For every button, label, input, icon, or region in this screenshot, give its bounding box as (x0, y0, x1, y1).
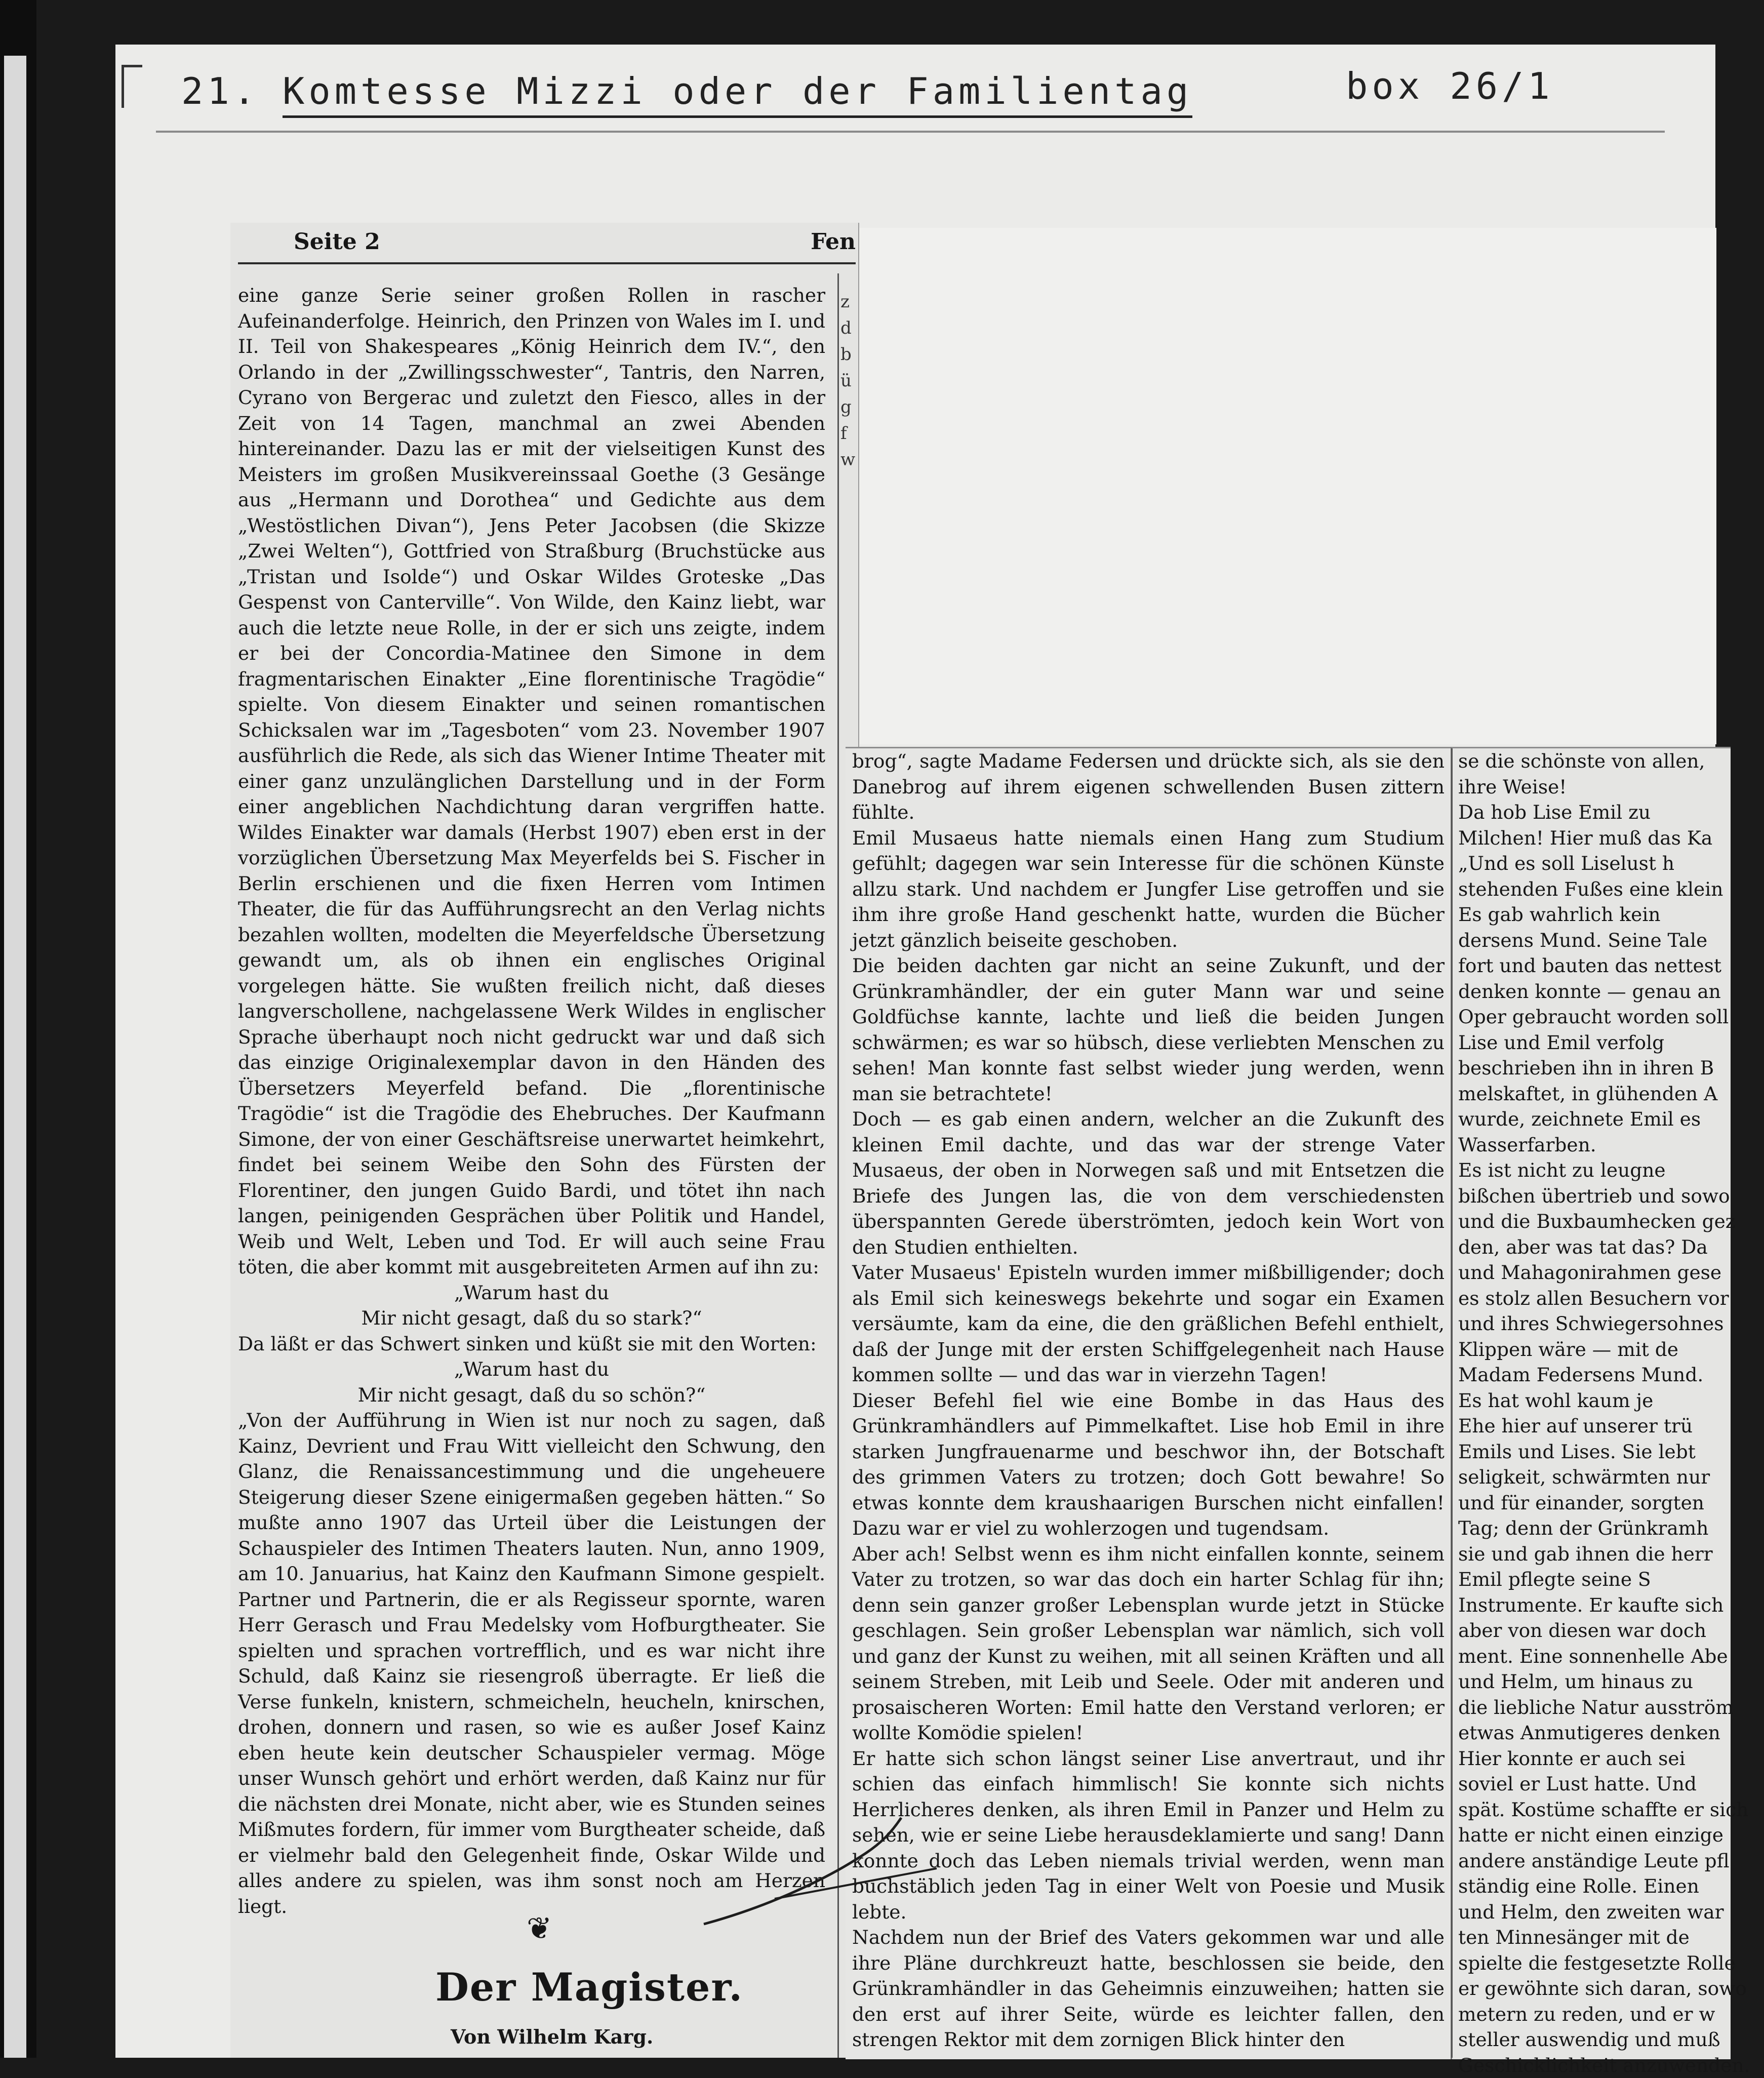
text-line: spät. Kostüme schaffte er sich (1458, 1797, 1721, 1823)
text-line: und die Buxbaumhecken gez (1458, 1209, 1721, 1234)
paragraph: Aber ach! Selbst wenn es ihm nicht einfallen konnte, seinem Vater zu trotzen, so war das doch ein harter Schlag für ihn; denn sein ganzer großer Lebensplan wurde jetzt in Stücke geschlagen. Sein großer Lebensplan war nämlich, sich voll und ganz der Kunst zu weihen, mit all seinen Kräften und all seinem Streben, mit Leib und Seele. Oder mit anderen und prosaischeren Worten: Emil hatte den Verstand verloren; er wollte Komödie spielen! (852, 1541, 1445, 1746)
text-line: spielte die festgesetzte Rolle (1458, 1950, 1721, 1976)
text-line: Milchen! Hier muß das Ka (1458, 825, 1721, 851)
verse-line: Mir nicht gesagt, daß du so stark?“ (238, 1305, 825, 1331)
paragraph: eine ganze Serie seiner großen Rollen in rascher Aufeinanderfolge. Heinrich, den Prinzen von Wales im I. und II. Teil von Shakespeares „König Heinrich dem IV.“, den Orlando in der „Zwillingsschwester“, Tantris, den Narren, Cyrano von Bergerac und zuletzt den Fiesco, alles in der Zeit von 14 Tagen, manchmal an zwei Abenden hintereinander. Dazu las er mit der vielseitigen Kunst des Meisters im großen Musikvereinssaal Goethe (3 Gesänge aus „Hermann und Dorothea“ und Gedichte aus dem „Westöstlichen Divan“), Jens Peter Jacobsen (die Skizze „Zwei Welten“), Gottfried von Straßburg (Bruchstücke aus „Tristan und Isolde“) und Oskar Wildes Groteske „Das Gespenst von Canterville“. Von Wilde, den Kainz liebt, war auch die letzte neue Rolle, in der er sich uns zeigte, indem er bei der Concordia-Matinee den Simone in dem fragmentarischen Einakter „Eine florentinische Tragödie“ spielte. Von diesem Einakter und seinen romantischen Schicksalen war im „Tagesboten“ vom 23. November 1907 ausführlich die Rede, als sich das Wiener Intime Theater mit einer ganz unzulänglichen Darstellung und in der Form einer angeblichen Nachdichtung daran vergriffen hatte. Wildes Einakter war damals (Herbst 1907) eben erst in der vorzüglichen Übersetzung Max Meyerfelds bei S. Fischer in Berlin erschienen und die fixen Herren vom Intimen Theater, die für das Aufführungsrecht an den Verlag nichts bezahlen wollten, modelten die Meyerfeldsche Übersetzung gewandt um, als ob ihnen ein englisches Original vorgelegen hätte. Sie wußten freilich nicht, daß dieses langverschollene, nachgelassene Werk Wildes in englischer Sprache überhaupt noch nicht gedruckt war und daß sich das einzige Originalexemplar davon in den Händen des Übersetzers Meyerfeld befand. Die „florentinische Tragödie“ ist die Tragödie des Ehebruches. Der Kaufmann Simone, der von einer Geschäftsreise unerwartet heimkehrt, findet bei seinem Weibe den Sohn des Fürsten der Florentiner, den jungen Guido Bardi, und tötet ihn nach langen, peinigenden Gesprächen über Politik und Handel, Weib und Welt, Leben und Tod. Er will auch seine Frau töten, die aber kommt mit ausgebreiteten Armen auf ihn zu: (238, 283, 825, 1280)
sliver-letter: b (840, 341, 854, 368)
article-title: Der Magister. (435, 1965, 743, 2010)
verse-line: Mir nicht gesagt, daß du so schön?“ (238, 1382, 825, 1408)
text-line: ment. Eine sonnenhelle Abe (1458, 1644, 1721, 1669)
sliver-letter: ü (840, 368, 854, 394)
column-divider (1451, 748, 1453, 2058)
text-line: und ihres Schwiegersohnes (1458, 1311, 1721, 1337)
text-line: se die schönste von allen, (1458, 748, 1721, 774)
item-title: Komtesse Mizzi oder der Familientag (283, 70, 1192, 118)
text-line: andere anständige Leute pfl (1458, 1848, 1721, 1874)
text-line: metern zu reden, und er w (1458, 2002, 1721, 2027)
paragraph: Nachdem nun der Brief des Vaters gekommen war und alle ihre Pläne durchkreuzt hatte, beschlossen sie beide, den Grünkramhändler in das Geheimnis einzuweihen; hatten sie den erst auf ihrer Seite, würde es leichter fallen, den strengen Rektor mit dem zornigen Blick hinter den (852, 1925, 1445, 2053)
paragraph: brog“, sagte Madame Federsen und drückte sich, als sie den Danebrog auf ihrem eigenen schwellenden Busen zittern fühlte. (852, 748, 1445, 825)
paragraph: Er hatte sich schon längst seiner Lise anvertraut, und ihr schien das einfach himmlisch! Sie konnte sich nichts Herrlicheres denken, als ihren Emil in Panzer und Helm zu sehen, wie er seine Liebe herausdeklamierte und sang! Dann konnte doch das Leben niemals trivial werden, wenn man buchstäblich jeden Tag in einer Welt von Poesie und Musik lebte. (852, 1746, 1445, 1925)
text-line: ten Minnesänger mit de (1458, 1925, 1721, 1950)
verse-line: „Warum hast du (238, 1356, 825, 1382)
paragraph: Dieser Befehl fiel wie eine Bombe in das Haus des Grünkramhändlers auf Pimmelkaftet. Lise hob Emil in ihre starken Jungfrauenarme und beschwor ihn, der Botschaft des grimmen Vaters zu trotzen; doch Gott bewahre! So etwas konnte dem kraushaarigen Burschen nicht einfallen! Dazu war er viel zu wohlerzogen und tugendsam. (852, 1388, 1445, 1541)
text-line: Lise und Emil verfolg (1458, 1030, 1721, 1056)
paragraph: Vater Musaeus' Episteln wurden immer mißbilligender; doch als Emil sich keineswegs bekehrte und sogar ein Examen versäumte, kam da eine, die den gräßlichen Befehl enthielt, daß der Junge mit der ersten Schiffgelegenheit nach Hause kommen sollte — und das war in vierzehn Tagen! (852, 1260, 1445, 1388)
text-line: hatte er nicht einen einzige (1458, 1822, 1721, 1848)
text-line: Tag; denn der Grünkramh (1458, 1515, 1721, 1541)
paragraph: Emil Musaeus hatte niemals einen Hang zum Studium gefühlt; dagegen war sein Interesse für die schönen Künste allzu stark. Und nachdem er Jungfer Lise getroffen und sie ihm ihre große Hand geschenkt hatte, wurden die Bücher jetzt gänzlich beiseite geschoben. (852, 825, 1445, 953)
paragraph: Die beiden dachten gar nicht an seine Zukunft, und der Grünkramhändler, der ein guter Mann war und seine Goldfüchse kannte, lachte und ließ die beiden Jungen schwärmen; es war so hübsch, diese verliebten Menschen zu sehen! Man konnte fast selbst wieder jung werden, wenn man sie betrachtete! (852, 953, 1445, 1106)
text-line: denken konnte — genau an (1458, 979, 1721, 1005)
verse-line: „Warum hast du (238, 1280, 825, 1306)
text-line: etwas Anmutigeres denken (1458, 1720, 1721, 1746)
sliver-letter: z (840, 289, 854, 315)
card-header (181, 65, 1650, 126)
text-line: steller auswendig und muß (1458, 2027, 1721, 2053)
page-header-rule (238, 262, 856, 264)
text-line: melskaftet, in glühenden A (1458, 1081, 1721, 1107)
text-line: Instrumente. Er kaufte sich (1458, 1592, 1721, 1618)
column-divider (837, 273, 839, 2058)
text-line: sie und gab ihnen die herr (1458, 1541, 1721, 1567)
text-line: Geschicklichkeit anzuwenden. (1458, 2053, 1721, 2078)
text-line: dersens Mund. Seine Tale (1458, 928, 1721, 953)
text-line: Emil pflegte seine S (1458, 1567, 1721, 1592)
header-rule (156, 131, 1665, 133)
text-line: ständig eine Rolle. Einen (1458, 1873, 1721, 1899)
article-byline: Von Wilhelm Karg. (451, 2025, 653, 2048)
text-line: Klippen wäre — mit de (1458, 1337, 1721, 1363)
paragraph: Da läßt er das Schwert sinken und küßt sie mit den Worten: (238, 1331, 825, 1357)
text-line: „Und es soll Liselust h (1458, 851, 1721, 876)
clipping-page-header (238, 223, 856, 268)
text-line: es stolz allen Besuchern vor (1458, 1286, 1721, 1311)
text-line: wurde, zeichnete Emil es (1458, 1106, 1721, 1132)
sliver-letter: w (840, 447, 854, 473)
fleuron-ornament: ❦ (527, 1911, 552, 1946)
text-line: er gewöhnte sich daran, sowo (1458, 1976, 1721, 2002)
text-line: bißchen übertrieb und sowo (1458, 1183, 1721, 1209)
text-line: fort und bauten das nettest (1458, 953, 1721, 979)
box-label: box 26/1 (1346, 65, 1554, 107)
text-line: Da hob Lise Emil zu (1458, 800, 1721, 825)
sliver-letter: g (840, 394, 854, 420)
sliver-letter: d (840, 315, 854, 341)
text-line: Wasserfarben. (1458, 1132, 1721, 1158)
text-line: Es ist nicht zu leugne (1458, 1157, 1721, 1183)
text-line: stehenden Fußes eine klein (1458, 876, 1721, 902)
text-line: beschrieben ihn in ihren B (1458, 1055, 1721, 1081)
sliver-letter: f (840, 420, 854, 447)
text-line: Oper gebraucht worden soll (1458, 1004, 1721, 1030)
paragraph: „Von der Aufführung in Wien ist nur noch zu sagen, daß Kainz, Devrient und Frau Witt vielleicht den Schwung, den Glanz, die Renaissancestimmung und die ungeheuere Steigerung dieser Szene einigermaßen gegeben hätten.“ So mußte anno 1907 das Urteil über die Leistungen der Schauspieler des Intimen Theaters lauten. Nun, anno 1909, am 10. Januarius, hat Kainz den Kaufmann Simone gespielt. Partner und Partnerin, die er als Regisseur spornte, waren Herr Gerasch und Frau Medelsky vom Hofburgtheater. Sie spielten und sprachen vortrefflich, und es war nicht ihre Schuld, daß Kainz sie riesengroß überragte. Er ließ die Verse funkeln, knistern, schmeicheln, heucheln, knirschen, drohen, donnern und rasen, so wie es außer Josef Kainz eben heute kein deutscher Schauspieler vermag. Möge unser Wunsch gehört und erhört werden, daß Kainz nur für die nächsten drei Monate, nicht aber, wie es Stunden seines Mißmutes fordern, für immer vom Burgtheater scheide, daß er vielmehr bald den Gelegenheit finde, Oskar Wilde und alles andere zu spielen, was ihm sonst noch am Herzen liegt. (238, 1408, 825, 1919)
theater-review-column (238, 283, 825, 1919)
adjacent-frame-edge (4, 56, 26, 2058)
item-number: 21. (181, 70, 259, 112)
paragraph: Doch — es gab einen andern, welcher an die Zukunft des kleinen Emil dachte, und das war der strenge Vater Musaeus, der oben in Norwegen saß und mit Entsetzen die Briefe des Jungen las, die von dem verschiedensten überspannten Gerede überströmten, jedoch kein Wort von den Studien enthielten. (852, 1106, 1445, 1260)
story-column-right (1458, 748, 1721, 2078)
text-line: Hier konnte er auch sei (1458, 1746, 1721, 1772)
text-line: und Helm, den zweiten war (1458, 1899, 1721, 1925)
text-line: und Mahagonirahmen gese (1458, 1260, 1721, 1286)
blank-area (856, 228, 1716, 744)
text-line: Es gab wahrlich kein (1458, 902, 1721, 928)
text-line: den, aber was tat das? Da (1458, 1234, 1721, 1260)
pen-mark (699, 1808, 942, 1939)
text-line: soviel er Lust hatte. Und (1458, 1771, 1721, 1797)
text-line: Ehe hier auf unserer trü (1458, 1413, 1721, 1439)
page-label: Seite 2 (294, 229, 380, 255)
text-line: Es hat wohl kaum je (1458, 1388, 1721, 1414)
text-line: Emils und Lises. Sie lebt (1458, 1439, 1721, 1465)
text-line: und für einander, sorgten (1458, 1490, 1721, 1516)
text-line: die liebliche Natur ausström (1458, 1695, 1721, 1721)
newspaper-name-fragment: Fen (811, 229, 856, 255)
text-line: und Helm, um hinaus zu (1458, 1669, 1721, 1695)
corner-mark (122, 65, 142, 108)
text-line: aber von diesen war doch (1458, 1618, 1721, 1644)
cut-off-column (840, 289, 854, 473)
text-line: seligkeit, schwärmten nur (1458, 1464, 1721, 1490)
text-line: ihre Weise! (1458, 774, 1721, 800)
text-line: Madam Federsens Mund. (1458, 1362, 1721, 1388)
